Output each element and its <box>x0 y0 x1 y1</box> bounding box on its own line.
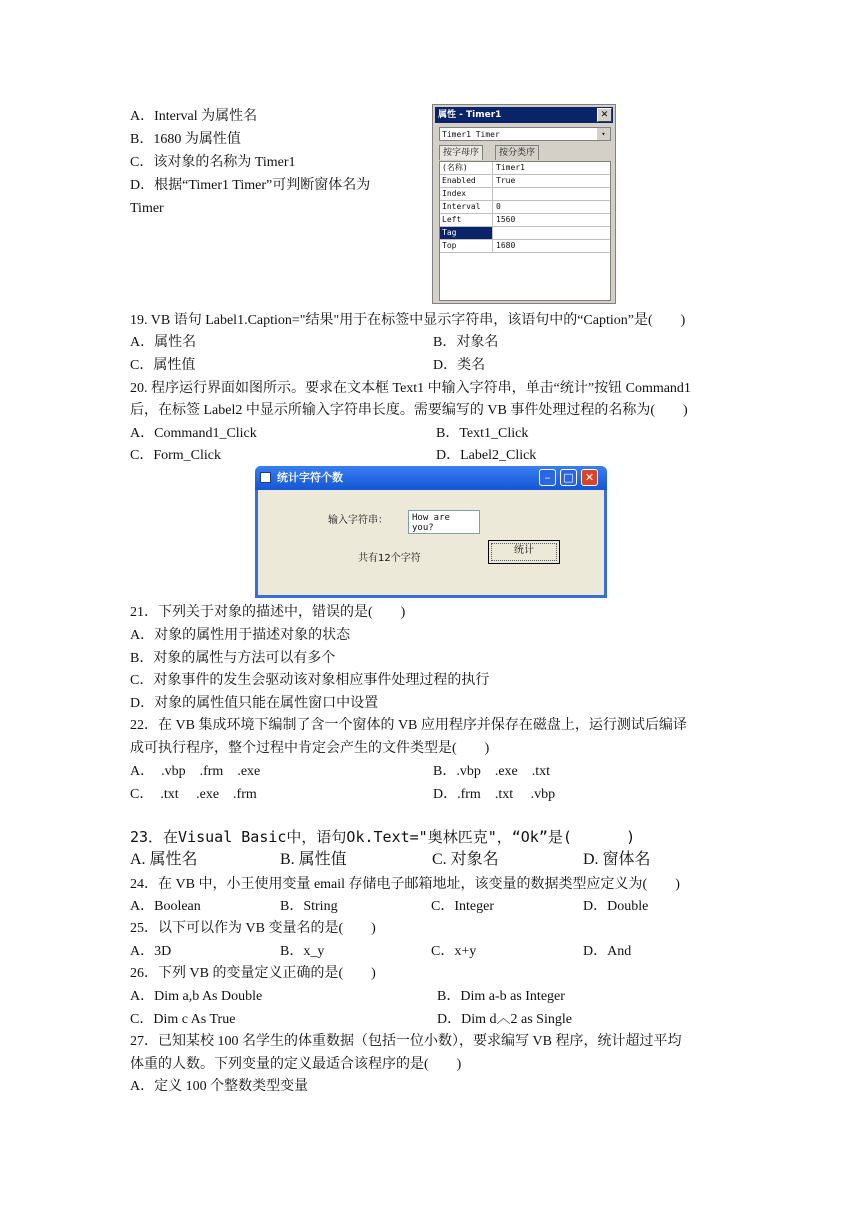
object-combo <box>439 127 611 141</box>
q18-option-d: D．根据“Timer1 Timer”可判断窗体名为 <box>130 178 371 193</box>
close-icon: ✕ <box>597 108 612 122</box>
q20-option-a: A．Command1_Click <box>130 426 257 441</box>
q26-option-b: B．Dim a-b as Integer <box>437 989 565 1004</box>
property-row: Enabled True <box>440 175 610 188</box>
q19-option-d: D．类名 <box>433 358 486 373</box>
q22-option-a: A． .vbp .frm .exe <box>130 764 261 779</box>
q22-option-b: B．.vbp .exe .txt <box>433 764 551 779</box>
q26-stem: 26．下列 VB 的变量定义正确的是( ) <box>130 966 376 981</box>
q25-option-c: C．x+y <box>431 944 477 959</box>
q20-stem: 20. 程序运行界面如图所示。要求在文本框 Text1 中输入字符串，单击“统计”按钮 Command1 <box>130 381 691 396</box>
result-label: 共有12个字符 <box>358 553 421 564</box>
q18-option-b: B．1680 为属性值 <box>130 132 241 147</box>
q27-option-a: A．定义 100 个整数类型变量 <box>130 1079 309 1094</box>
q22-option-c: C． .txt .exe .frm <box>130 787 257 802</box>
q24-option-a: A．Boolean <box>130 899 201 914</box>
property-row: Top 1680 <box>440 240 610 253</box>
q20-stem-cont: 后，在标签 Label2 中显示所输入字符串长度。需要编写的 VB 事件处理过程的名称为( ) <box>130 403 688 418</box>
property-row-selected: Tag <box>440 227 610 240</box>
q21-option-b: B．对象的属性与方法可以有多个 <box>130 651 336 666</box>
q27-stem-cont: 体重的人数。下列变量的定义最适合该程序的是( ) <box>130 1057 462 1072</box>
tab-categorized: 按分类序 <box>495 145 539 160</box>
q22-stem-cont: 成可执行程序，整个过程中肯定会产生的文件类型是( ) <box>130 741 490 756</box>
property-row: Interval 0 <box>440 201 610 214</box>
property-grid <box>439 161 611 301</box>
q23-stem: 23．在Visual Basic中，语句Ok.Text="奥林匹克"，“Ok”是( ) <box>130 828 636 846</box>
form-title: 统计字符个数 <box>277 471 343 484</box>
tab-alphabetic: 按字母序 <box>439 145 483 160</box>
q21-stem: 21．下列关于对象的描述中，错误的是( ) <box>130 605 406 620</box>
q21-option-a: A．对象的属性用于描述对象的状态 <box>130 628 351 643</box>
q26-option-c: C．Dim c As True <box>130 1012 236 1027</box>
q19-option-a: A．属性名 <box>130 335 197 350</box>
q20-option-c: C．Form_Click <box>130 448 222 463</box>
property-row: (名称) Timer1 <box>440 162 610 175</box>
q23-option-a: A. 属性名 <box>130 851 198 868</box>
vb-form-figure <box>255 466 607 598</box>
q22-option-d: D．.frm .txt .vbp <box>433 787 556 802</box>
properties-title-bar <box>435 107 613 123</box>
properties-title: 属性 - Timer1 <box>438 110 502 120</box>
q24-option-d: D．Double <box>583 899 649 914</box>
q24-option-b: B．String <box>280 899 338 914</box>
q19-option-c: C．属性值 <box>130 358 196 373</box>
q25-option-a: A．3D <box>130 944 172 959</box>
count-button: 统计 <box>488 540 560 564</box>
q25-stem: 25．以下可以作为 VB 变量名的是( ) <box>130 921 376 936</box>
q24-stem: 24．在 VB 中，小王使用变量 email 存储电子邮箱地址，该变量的数据类型应定义为( ) <box>130 877 680 892</box>
q23-option-b: B. 属性值 <box>280 851 347 868</box>
close-icon: ✕ <box>581 469 598 486</box>
q21-option-d: D．对象的属性值只能在属性窗口中设置 <box>130 696 379 711</box>
q21-option-c: C．对象事件的发生会驱动该对象相应事件处理过程的执行 <box>130 673 490 688</box>
q23-option-d: D. 窗体名 <box>583 851 651 868</box>
q25-option-b: B．x_y <box>280 944 325 959</box>
q23-option-c: C. 对象名 <box>432 851 499 868</box>
q22-stem: 22．在 VB 集成环境下编制了含一个窗体的 VB 应用程序并保存在磁盘上，运行测试后编译 <box>130 718 687 733</box>
input-label: 输入字符串： <box>328 515 388 526</box>
q26-option-a: A．Dim a,b As Double <box>130 989 263 1004</box>
text1-input: How are you? <box>408 510 480 534</box>
form-title-bar <box>255 466 607 490</box>
q18-option-a: A．Interval 为属性名 <box>130 109 258 124</box>
q27-stem: 27．已知某校 100 名学生的体重数据（包括一位小数），要求编写 VB 程序，统计超过平均 <box>130 1034 682 1049</box>
q25-option-d: D．And <box>583 944 632 959</box>
q18-option-c: C．该对象的名称为 Timer1 <box>130 155 296 170</box>
q26-option-d: D．Dim d︿2 as Single <box>437 1012 572 1027</box>
properties-window-figure <box>432 104 616 304</box>
property-row: Left 1560 <box>440 214 610 227</box>
form-body <box>258 490 604 595</box>
property-row: Index <box>440 188 610 201</box>
q19-stem: 19. VB 语句 Label1.Caption="结果"用于在标签中显示字符串，该语句中的“Caption”是( ) <box>130 313 686 328</box>
object-combo-value: Timer1 Timer <box>442 130 500 139</box>
maximize-icon: □ <box>560 469 577 486</box>
minimize-icon: – <box>539 469 556 486</box>
q20-option-d: D．Label2_Click <box>436 448 537 463</box>
q18-option-d-cont: Timer <box>130 201 164 216</box>
chevron-down-icon: ▾ <box>597 128 610 140</box>
q20-option-b: B．Text1_Click <box>436 426 529 441</box>
q24-option-c: C．Integer <box>431 899 494 914</box>
app-icon <box>260 472 271 483</box>
q19-option-b: B．对象名 <box>433 335 499 350</box>
